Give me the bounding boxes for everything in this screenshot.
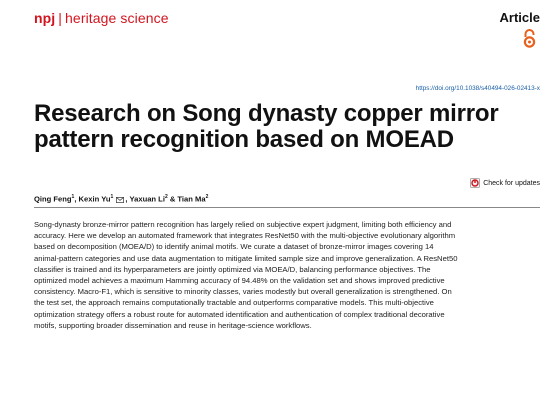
check-for-updates-label: Check for updates [483,179,540,187]
check-for-updates-icon [470,178,480,188]
article-type-label: Article [499,10,540,25]
envelope-icon[interactable] [116,197,124,203]
author-name[interactable]: , Kexin Yu [74,194,111,204]
affiliation-marker: 1 [71,194,75,200]
affiliation-marker: 2 [164,194,168,200]
affiliation-marker: 1 [110,194,114,200]
author-list [34,194,208,204]
journal-name: npj [34,10,56,26]
doi-link[interactable]: https://doi.org/10.1038/s40494-026-02413-x [415,85,540,92]
affiliation-marker: 2 [205,194,209,200]
journal-masthead [34,10,169,26]
author-name[interactable]: Qing Feng [34,194,72,204]
author-name[interactable]: , Yaxuan Li [125,194,165,204]
header-divider [34,207,540,208]
author-name[interactable]: & Tian Ma [167,194,206,204]
article-title: Research on Song dynasty copper mirror pattern recognition based on MOEAD [34,100,499,153]
abstract-text: Song-dynasty bronze-mirror pattern recognition has largely relied on subjective expert judgment, limiting both efficiency and accuracy. Here we develop an automated framework that integrates ResNet50 with the multi-objective evolutionary algorithm based on decomposition (MOEA/D) to identify animal motifs. We curate a dataset of bronze-mirror images covering 14 animal-pattern categories and use data augmentation to mitigate limited sample size and improve generalization. A ResNet50 classifier is trained and its hyperparameters are jointly optimized via MOEA/D, balancing performance objectives. The optimized model achieves a maximum Hamming accuracy of 94.48% on the validation set and shows improved predictive consistency. Macro-F1, which is sensitive to minority classes, varies modestly but overall generalization is strengthened. On the test set, the approach remains computationally tractable and outperforms comparative models. This multi-objective optimization strategy offers a robust route for automated identification and authentication of complex traditional decorative motifs, supporting broader dissemination and reuse in heritage-science workflows. [34,220,458,330]
journal-separator: | [58,10,63,26]
check-for-updates-button[interactable] [470,178,540,188]
open-access-icon[interactable] [523,29,536,48]
journal-subtitle: heritage science [65,10,169,26]
